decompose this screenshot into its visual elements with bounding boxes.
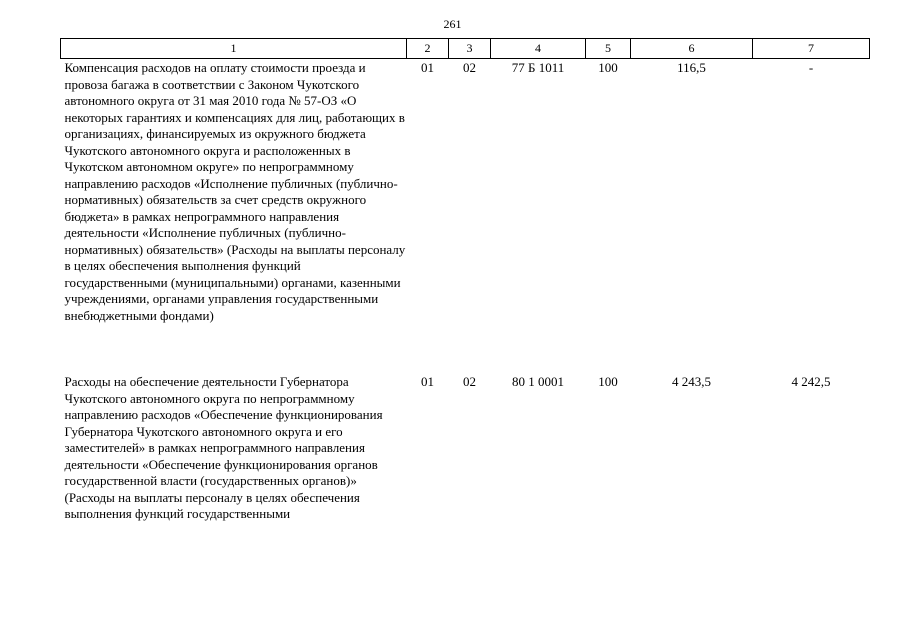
budget-table [60, 38, 870, 564]
row-section-code: 01 [421, 60, 434, 75]
header-col-6: 6 [631, 39, 753, 59]
header-col-7: 7 [753, 39, 870, 59]
table-header-row [61, 39, 870, 59]
header-col-1: 1 [61, 39, 407, 59]
row-description: Расходы на обеспечение деятельности Губернатора Чукотского автономного округа по непрограммному направлению расходов «Обеспечение функционирования Губернатора Чукотского автономного округа и его заместителей» в рамках непрограммного направления деятельности «Обеспечение функционирования органов государственной власти (государственных органов)» (Расходы на выплаты персоналу в целях обеспечения выполнения функций государственными [64, 374, 383, 521]
row-amount-col6: 116,5 [677, 60, 706, 75]
row-expense-type: 100 [598, 60, 618, 75]
header-col-5: 5 [586, 39, 631, 59]
row-target-article: 77 Б 1011 [511, 60, 565, 75]
row-subsection-code: 02 [463, 60, 476, 75]
page-number: 261 [443, 17, 462, 31]
row-amount-col7: - [808, 60, 814, 75]
row-amount-col6: 4 243,5 [672, 374, 711, 389]
row-description: Компенсация расходов на оплату стоимости проезда и провоза багажа в соответствии с Законом Чукотского автономного округа от 31 мая 2010 года № 57-ОЗ «О некоторых гарантиях и компенсациях для лиц, работающих в организациях, финансируемых из окружного бюджета Чукотского автономного округа и расположенных в Чукотском автономном округе» по непрограммному направлению расходов «Исполнение публичных (публично-нормативных) обязательств за счет средств окружного бюджета» в рамках непрограммного направления деятельности «Исполнение публичных (публично-нормативных) обязательств» (Расходы на выплаты персоналу в целях обеспечения выполнения функций государственными (муниципальными) органами, казенными учреждениями, органами управления государственными внебюджетными фондами) [64, 60, 406, 323]
row-subsection-code: 02 [463, 374, 476, 389]
header-col-3: 3 [449, 39, 491, 59]
row-amount-col7: 4 242,5 [791, 374, 831, 389]
header-col-4: 4 [491, 39, 586, 59]
row-section-code: 01 [421, 374, 434, 389]
row-target-article: 80 1 0001 [512, 374, 564, 389]
table-row [61, 59, 870, 374]
header-col-2: 2 [407, 39, 449, 59]
row-expense-type: 100 [598, 374, 618, 389]
table-row [61, 373, 870, 564]
